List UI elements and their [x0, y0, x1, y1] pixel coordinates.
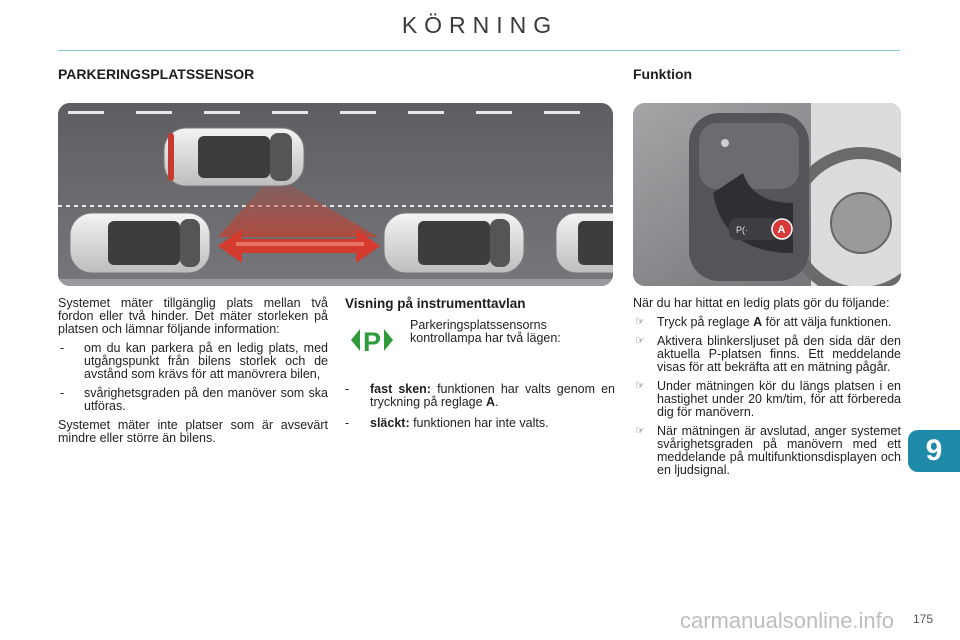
list-item: - svårighetsgraden på den manöver som ska utföras. [60, 386, 328, 413]
control-illustration [633, 103, 901, 286]
intro-note: Systemet mäter inte platser som är avsevärt mindre eller större än bilens. [58, 418, 328, 445]
intro-column [58, 297, 328, 451]
chapter-tab[interactable]: 9 [908, 430, 960, 472]
list-item: ☞ När mätningen är avslutad, anger systemet svårighetsgraden på manövern med ett meddelande på multifunktionsdisplayen och en ljudsignal. [635, 424, 901, 477]
list-item: ☞ Tryck på reglage A för att välja funktionen. [635, 315, 892, 329]
parked-car-right [384, 213, 524, 273]
parked-car-far-right [556, 213, 613, 273]
watermark: carmanualsonline.info [680, 608, 895, 633]
funktion-column [633, 297, 901, 483]
funktion-steps [633, 316, 901, 477]
pointing-hand-icon: ☞ [635, 316, 645, 328]
intro-paragraph: Systemet mäter tillgänglig plats mellan två fordon eller två hinder. Det mäter storleken på platsen och lämnar följande information: [58, 296, 328, 336]
funktion-title: Funktion [633, 66, 693, 82]
list-item: ☞ Under mätningen kör du längs platsen i en hastighet under 20 km/tim, för att förbereda dig för manövern. [635, 379, 901, 419]
parking-sensor-lamp-icon [349, 323, 395, 357]
title-divider [58, 50, 900, 51]
list-item: - släckt: funktionen har inte valts. [345, 416, 549, 430]
list-item: - om du kan parkera på en ledig plats, med utgångspunkt från bilens storlek och de avstånd som krävs för att manövrera bilen, [60, 341, 328, 381]
control-button-symbol: P(· [736, 225, 748, 235]
pointing-hand-icon: ☞ [635, 425, 645, 437]
list-item: - fast sken: funktionen har valts genom en tryckning på reglage A. [345, 382, 615, 409]
parked-car-left [70, 213, 210, 273]
display-column [345, 297, 615, 438]
control-a-label: A [777, 224, 786, 236]
display-title: Visning på instrumenttavlan [345, 296, 526, 311]
page-number: 175 [913, 612, 934, 626]
pointing-hand-icon: ☞ [635, 380, 645, 392]
funktion-intro: När du har hittat en ledig plats gör du följande: [633, 296, 890, 310]
moving-car [164, 128, 304, 186]
lamp-row [345, 319, 615, 363]
parking-illustration [58, 103, 613, 286]
section-title: PARKERINGSPLATSSENSOR [58, 66, 255, 82]
dashboard-scene [633, 103, 901, 286]
intro-list [58, 342, 328, 413]
lamp-description: Parkeringsplatssensorns kontrollampa har två lägen: [410, 318, 561, 345]
list-item: ☞ Aktivera blinkersljuset på den sida där den aktuella P-platsen finns. Ett meddelande visas för att bekräfta att en mätning pågår. [635, 334, 901, 374]
parking-scene [58, 103, 613, 286]
chapter-title: KÖRNING [401, 12, 559, 38]
lamp-letter: P [363, 327, 382, 357]
mode-list [345, 383, 615, 430]
pointing-hand-icon: ☞ [635, 335, 645, 347]
